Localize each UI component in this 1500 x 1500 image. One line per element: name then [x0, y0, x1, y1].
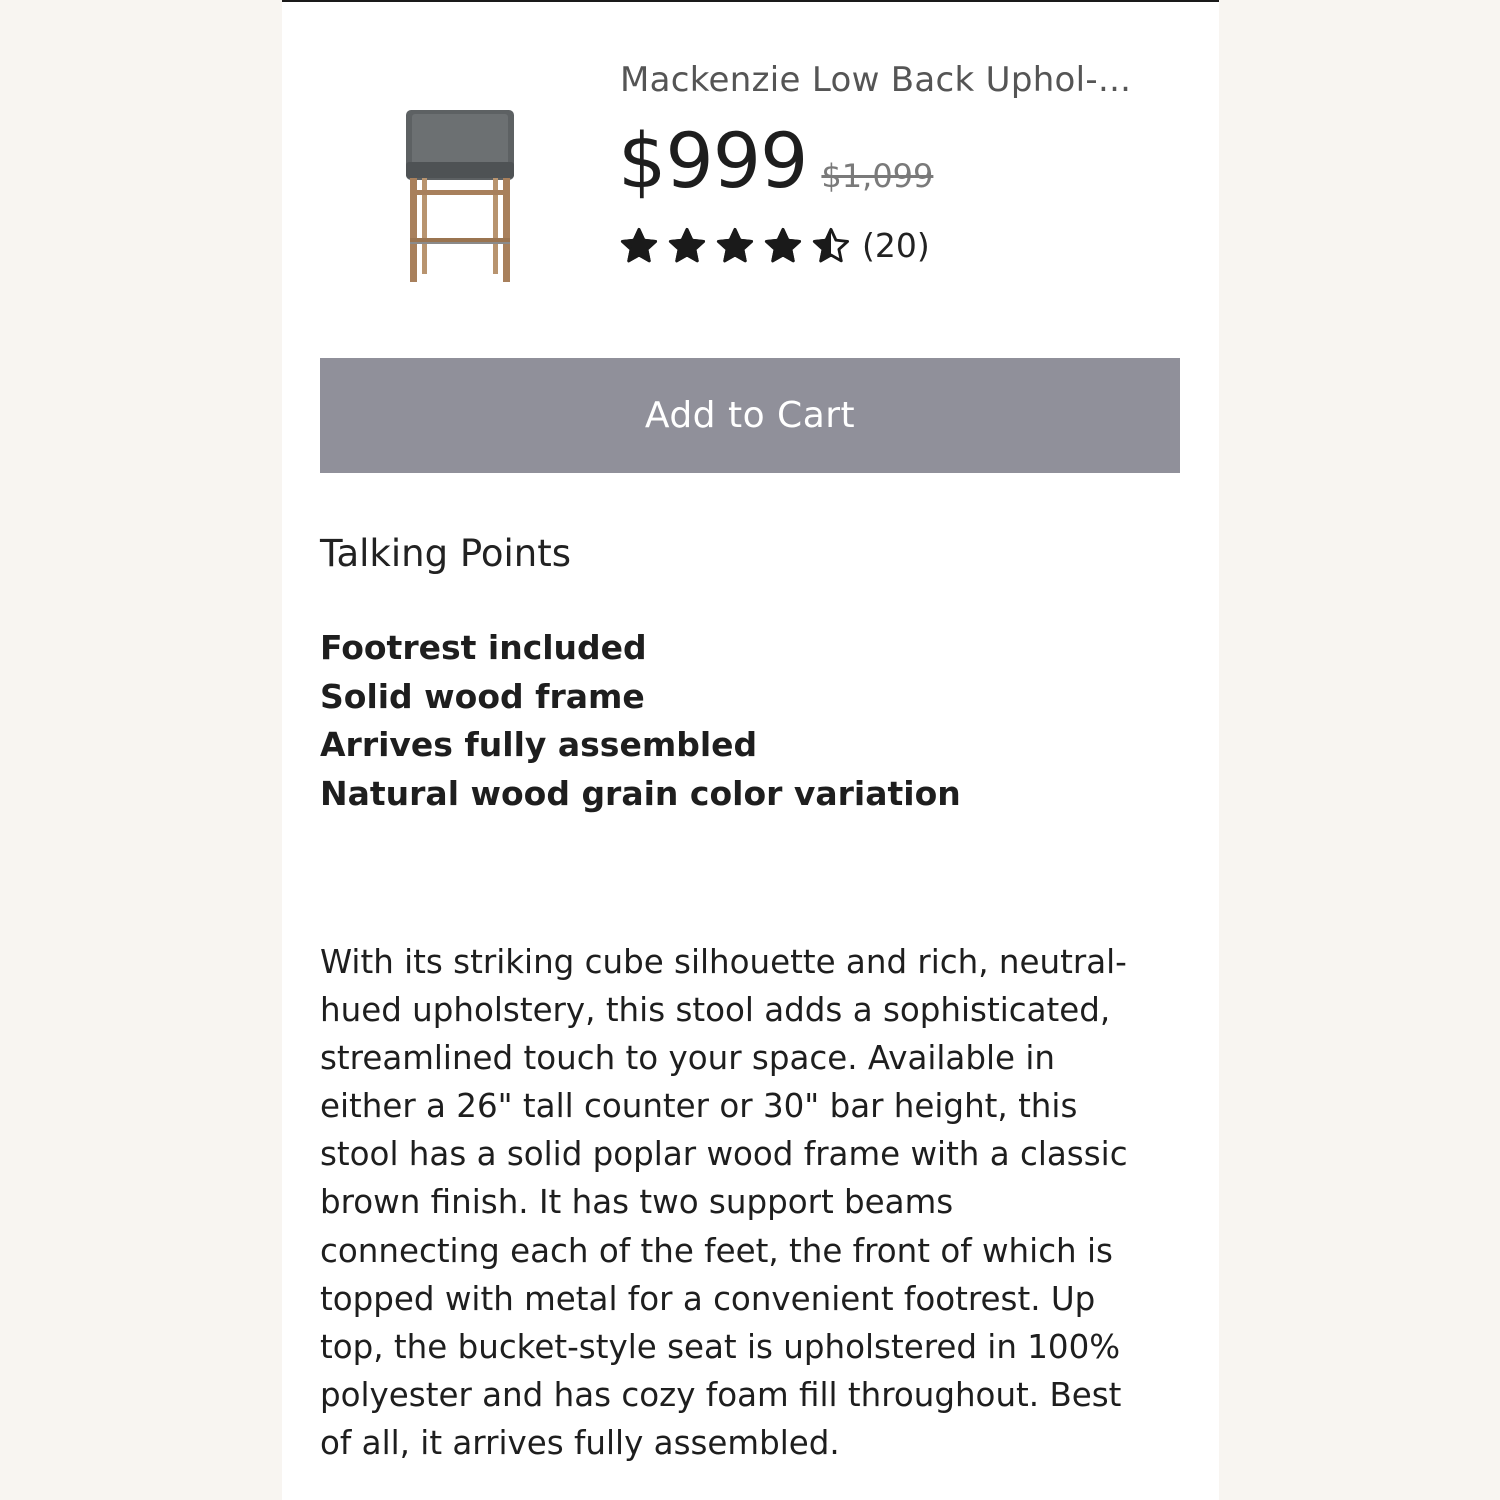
description-line: brown finish. It has two support beams: [320, 1183, 954, 1222]
description-line: hued upholstery, this stool adds a sophisticated,: [320, 991, 1111, 1030]
star-full-icon: [668, 227, 706, 265]
review-count[interactable]: (20): [862, 226, 930, 265]
top-divider: [282, 0, 1219, 2]
price-row: [618, 116, 933, 205]
star-rating: [620, 227, 860, 265]
original-price: $1,099: [821, 157, 934, 195]
current-price: $999: [618, 116, 808, 205]
description-line: either a 26" tall counter or 30" bar height, this: [320, 1087, 1078, 1126]
talking-points-heading: Talking Points: [320, 532, 571, 575]
star-full-icon: [764, 227, 802, 265]
description-line: connecting each of the feet, the front of which is: [320, 1231, 1113, 1270]
product-description: [320, 938, 1180, 1467]
description-line: streamlined touch to your space. Available in: [320, 1039, 1055, 1078]
description-line: topped with metal for a convenient footrest. Up: [320, 1279, 1096, 1318]
add-to-cart-button[interactable]: Add to Cart: [320, 358, 1180, 473]
talking-point: Footrest included: [320, 628, 647, 667]
description-line: top, the bucket-style seat is upholstered in 100%: [320, 1327, 1121, 1366]
product-image[interactable]: [398, 104, 522, 286]
talking-point: Natural wood grain color variation: [320, 773, 961, 813]
description-line: polyester and has cozy foam fill throughout. Best: [320, 1375, 1122, 1414]
star-full-icon: [716, 227, 754, 265]
description-line: stool has a solid poplar wood frame with a classic: [320, 1135, 1128, 1174]
talking-point: Arrives fully assembled: [320, 725, 758, 764]
description-line: of all, it arrives fully assembled.: [320, 1423, 840, 1462]
rating-row[interactable]: [620, 226, 930, 265]
talking-point: Solid wood frame: [320, 676, 645, 716]
product-title[interactable]: Mackenzie Low Back Uphol-...: [620, 60, 1132, 100]
star-half-icon: [812, 227, 850, 265]
star-full-icon: [620, 227, 658, 265]
talking-points-list: [320, 624, 961, 818]
description-line: With its striking cube silhouette and rich, neutral-: [320, 943, 1127, 981]
